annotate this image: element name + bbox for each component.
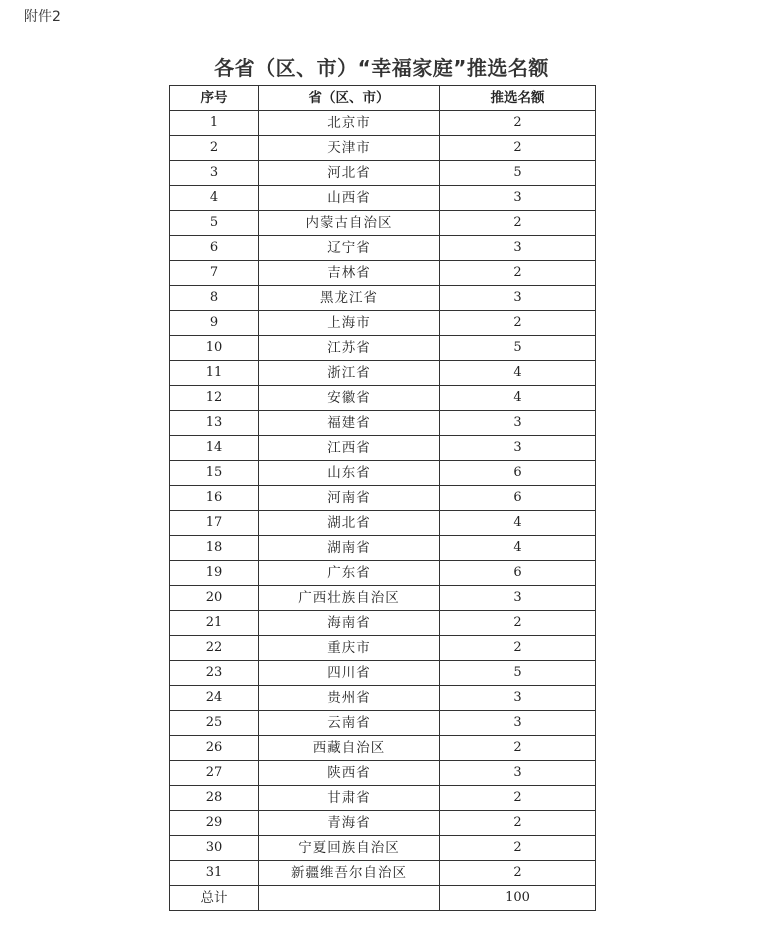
row-quota: 6: [440, 486, 596, 511]
row-quota: 3: [440, 186, 596, 211]
row-quota: 2: [440, 861, 596, 886]
row-quota: 4: [440, 511, 596, 536]
row-index: 26: [170, 736, 259, 761]
row-index: 18: [170, 536, 259, 561]
row-index: 12: [170, 386, 259, 411]
table-row: [170, 861, 596, 886]
table-row: [170, 286, 596, 311]
table-row: [170, 461, 596, 486]
row-region: 浙江省: [259, 361, 440, 386]
row-index: 24: [170, 686, 259, 711]
row-index: 2: [170, 136, 259, 161]
table-row: [170, 486, 596, 511]
header-quota: 推选名额: [440, 86, 596, 111]
page-title: 各省（区、市）“幸福家庭”推选名额: [214, 56, 549, 80]
row-quota: 4: [440, 386, 596, 411]
table-row: [170, 636, 596, 661]
row-index: 25: [170, 711, 259, 736]
row-index: 9: [170, 311, 259, 336]
row-index: 31: [170, 861, 259, 886]
row-index: 8: [170, 286, 259, 311]
row-index: 6: [170, 236, 259, 261]
row-index: 4: [170, 186, 259, 211]
total-label: 总计: [170, 886, 259, 911]
table-row: [170, 786, 596, 811]
row-region: 重庆市: [259, 636, 440, 661]
row-index: 17: [170, 511, 259, 536]
row-region: 海南省: [259, 611, 440, 636]
row-index: 30: [170, 836, 259, 861]
table-row: [170, 811, 596, 836]
row-quota: 6: [440, 461, 596, 486]
row-quota: 2: [440, 786, 596, 811]
table-row: [170, 686, 596, 711]
row-index: 22: [170, 636, 259, 661]
row-region: 内蒙古自治区: [259, 211, 440, 236]
row-region: 甘肃省: [259, 786, 440, 811]
row-index: 5: [170, 211, 259, 236]
row-quota: 5: [440, 336, 596, 361]
row-index: 16: [170, 486, 259, 511]
row-quota: 3: [440, 286, 596, 311]
table-row: [170, 436, 596, 461]
row-region: 江苏省: [259, 336, 440, 361]
row-quota: 5: [440, 661, 596, 686]
row-region: 贵州省: [259, 686, 440, 711]
row-index: 28: [170, 786, 259, 811]
row-quota: 3: [440, 686, 596, 711]
row-quota: 2: [440, 636, 596, 661]
table-row: [170, 661, 596, 686]
row-region: 上海市: [259, 311, 440, 336]
table-row: [170, 111, 596, 136]
row-quota: 2: [440, 736, 596, 761]
row-region: 宁夏回族自治区: [259, 836, 440, 861]
row-quota: 3: [440, 411, 596, 436]
row-region: 安徽省: [259, 386, 440, 411]
table-row: [170, 586, 596, 611]
row-quota: 2: [440, 261, 596, 286]
row-quota: 2: [440, 811, 596, 836]
row-quota: 2: [440, 136, 596, 161]
row-region: 湖南省: [259, 536, 440, 561]
row-index: 29: [170, 811, 259, 836]
total-row: [170, 886, 596, 911]
table-row: [170, 261, 596, 286]
row-index: 23: [170, 661, 259, 686]
table-header-row: [170, 86, 596, 111]
row-quota: 3: [440, 236, 596, 261]
row-quota: 4: [440, 536, 596, 561]
row-quota: 2: [440, 111, 596, 136]
table-row: [170, 386, 596, 411]
row-region: 云南省: [259, 711, 440, 736]
row-region: 四川省: [259, 661, 440, 686]
row-region: 辽宁省: [259, 236, 440, 261]
table-row: [170, 711, 596, 736]
table-row: [170, 561, 596, 586]
row-quota: 2: [440, 211, 596, 236]
table-row: [170, 136, 596, 161]
row-index: 19: [170, 561, 259, 586]
row-quota: 4: [440, 361, 596, 386]
row-index: 14: [170, 436, 259, 461]
table-row: [170, 536, 596, 561]
row-index: 20: [170, 586, 259, 611]
row-index: 1: [170, 111, 259, 136]
row-quota: 2: [440, 311, 596, 336]
row-region: 河北省: [259, 161, 440, 186]
row-region: 广西壮族自治区: [259, 586, 440, 611]
attachment-label: 附件2: [24, 9, 61, 25]
row-index: 10: [170, 336, 259, 361]
row-region: 天津市: [259, 136, 440, 161]
table-row: [170, 761, 596, 786]
table-row: [170, 836, 596, 861]
table-row: [170, 186, 596, 211]
row-region: 北京市: [259, 111, 440, 136]
row-index: 11: [170, 361, 259, 386]
row-region: 吉林省: [259, 261, 440, 286]
row-region: 福建省: [259, 411, 440, 436]
table-row: [170, 411, 596, 436]
row-quota: 3: [440, 436, 596, 461]
row-region: 河南省: [259, 486, 440, 511]
row-quota: 3: [440, 711, 596, 736]
row-region: 江西省: [259, 436, 440, 461]
table-row: [170, 236, 596, 261]
row-region: 新疆维吾尔自治区: [259, 861, 440, 886]
row-quota: 6: [440, 561, 596, 586]
row-index: 3: [170, 161, 259, 186]
row-region: 西藏自治区: [259, 736, 440, 761]
row-quota: 3: [440, 586, 596, 611]
row-region: 黑龙江省: [259, 286, 440, 311]
table-row: [170, 361, 596, 386]
table-row: [170, 211, 596, 236]
table-row: [170, 611, 596, 636]
row-quota: 2: [440, 611, 596, 636]
row-region: 青海省: [259, 811, 440, 836]
row-region: 广东省: [259, 561, 440, 586]
row-index: 21: [170, 611, 259, 636]
row-quota: 3: [440, 761, 596, 786]
row-index: 27: [170, 761, 259, 786]
row-index: 13: [170, 411, 259, 436]
row-region: 湖北省: [259, 511, 440, 536]
row-quota: 2: [440, 836, 596, 861]
table-row: [170, 511, 596, 536]
total-quota: 100: [440, 886, 596, 911]
quota-table: [169, 85, 596, 911]
table-row: [170, 311, 596, 336]
row-index: 7: [170, 261, 259, 286]
table-body: [170, 111, 596, 886]
table-row: [170, 736, 596, 761]
row-region: 山东省: [259, 461, 440, 486]
row-quota: 5: [440, 161, 596, 186]
table-row: [170, 336, 596, 361]
row-region: 山西省: [259, 186, 440, 211]
row-region: 陕西省: [259, 761, 440, 786]
header-region: 省（区、市）: [259, 86, 440, 111]
total-region: [259, 886, 440, 911]
table-row: [170, 161, 596, 186]
header-index: 序号: [170, 86, 259, 111]
row-index: 15: [170, 461, 259, 486]
